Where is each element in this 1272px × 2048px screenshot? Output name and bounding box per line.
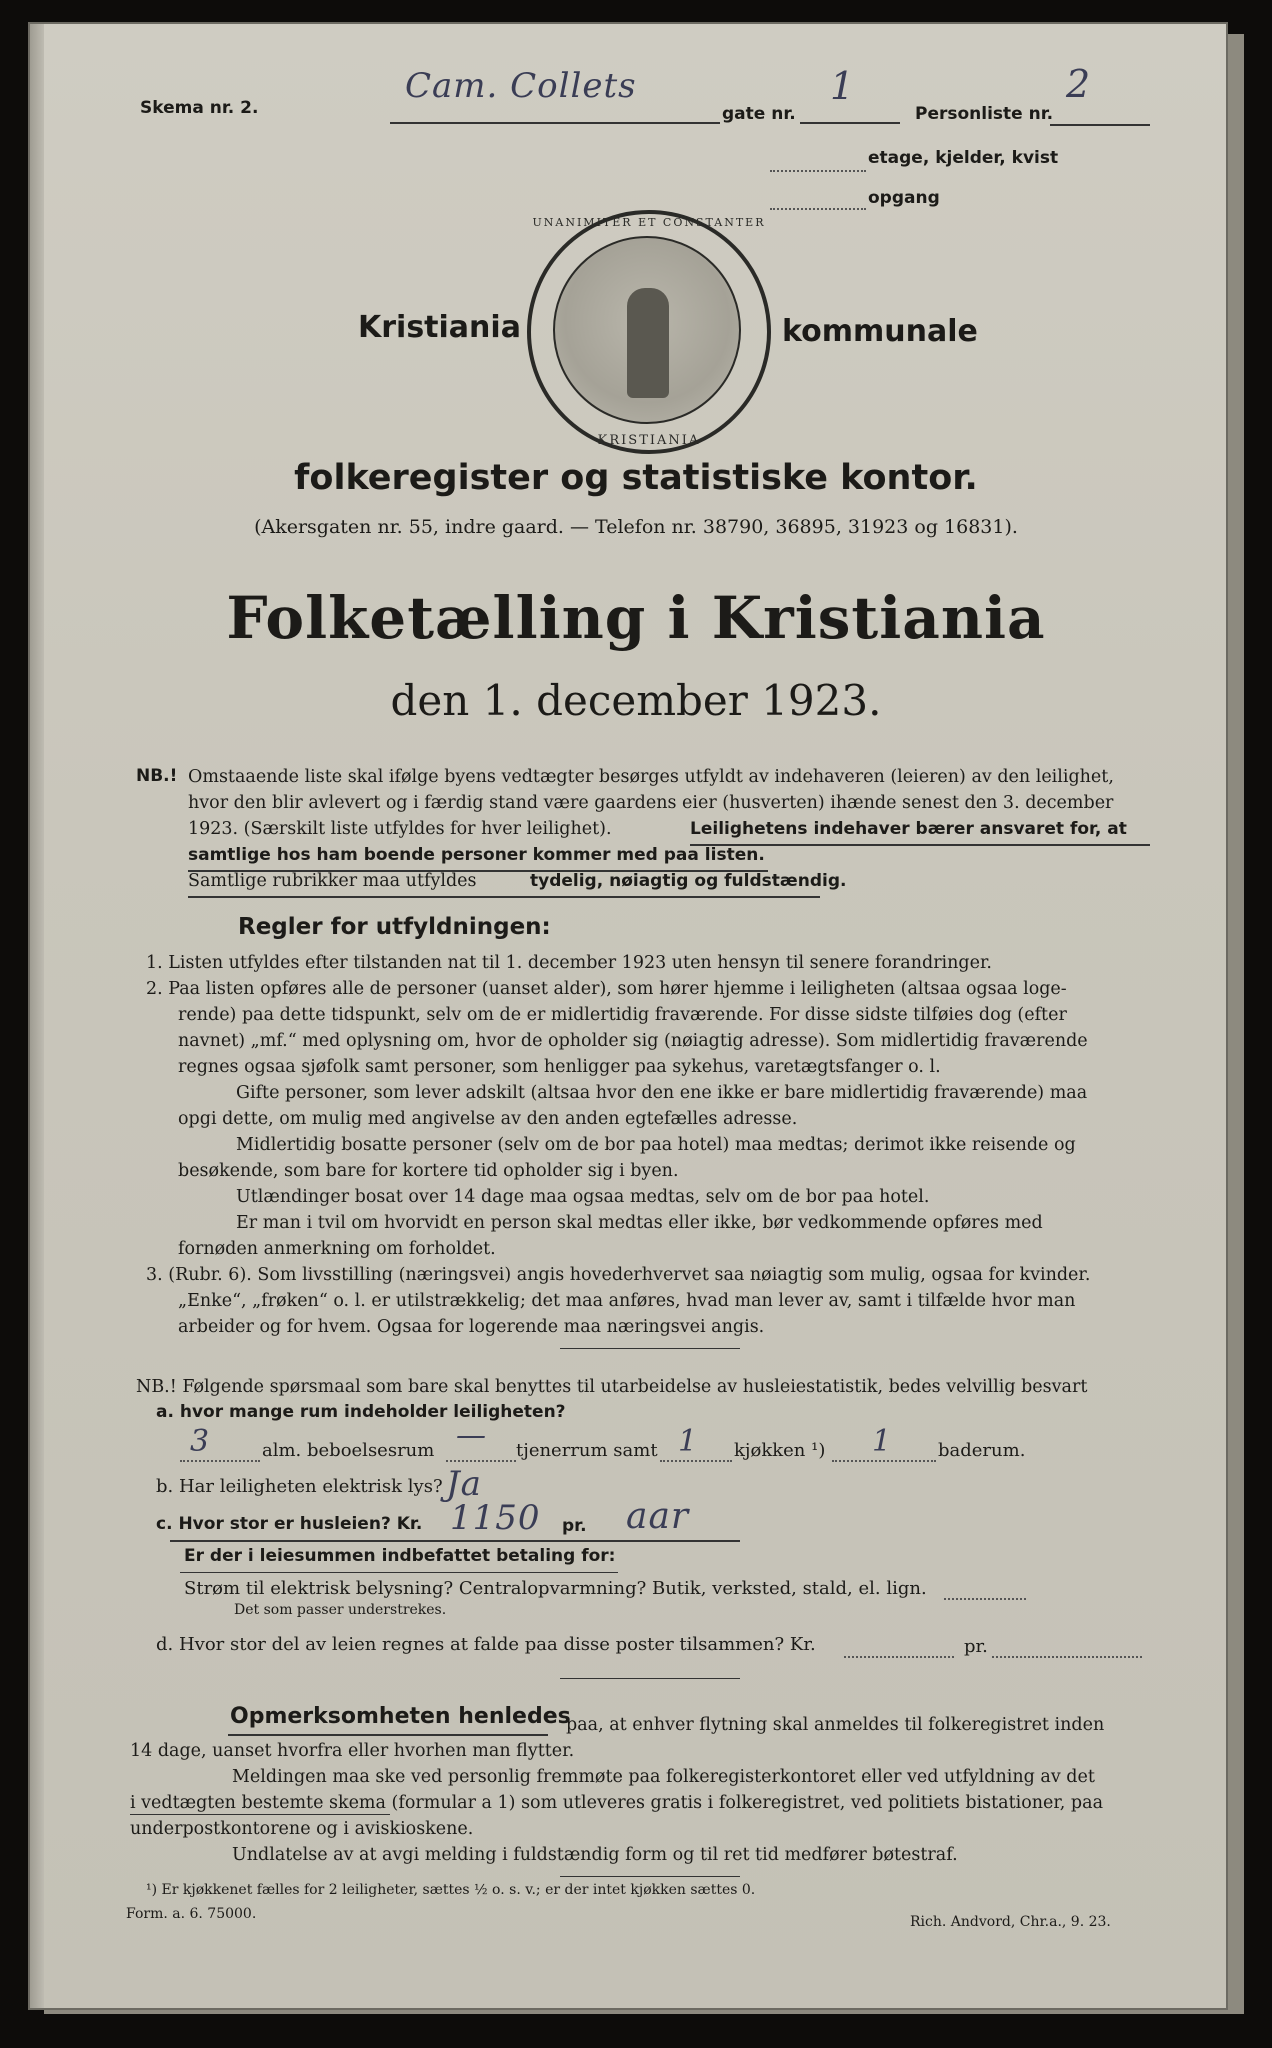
question-b-label: b. Har leiligheten elektrisk lys? (156, 1476, 443, 1497)
rooms-dotted-line (180, 1460, 260, 1462)
nb1-line1: Omstaaende liste skal ifølge byens vedtægter besørges utfyldt av indehaveren (leieren) av den leilighet, (188, 767, 1114, 787)
street-line (390, 122, 720, 124)
opgang-label: opgang (868, 188, 940, 208)
rent-amount-handwritten: 1150 (450, 1498, 541, 1538)
rent-includes-hint: Det som passer understrekes. (234, 1602, 447, 1618)
office-left-word: Kristiania (358, 310, 521, 345)
nb2-divider (560, 1678, 740, 1679)
nb1-label: NB.! (136, 766, 178, 786)
kristiania-seal (527, 210, 771, 454)
rooms-label: alm. beboelsesrum (262, 1440, 435, 1461)
office-right-word: kommunale (782, 314, 978, 349)
share-period-dotted-line (992, 1656, 1142, 1658)
notice-heading-underline (228, 1734, 548, 1736)
rule-3-line3: arbeider og for hvem. Ogsaa for logerende maa næringsvei angis. (178, 1317, 765, 1337)
office-address: (Akersgaten nr. 55, indre gaard. — Telefon nr. 38790, 36895, 31923 og 16831). (254, 516, 1018, 538)
notice-line6: Undlatelse av at avgi melding i fuldstændig form og til ret tid medfører bøtestraf. (232, 1845, 958, 1865)
nb1-line3a: 1923. (Særskilt liste utfyldes for hver leilighet). (188, 819, 612, 839)
office-name: folkeregister og statistiske kontor. (294, 458, 978, 498)
nb2-intro: NB.! Følgende spørsmaal som bare skal benyttes til utarbeidelse av husleiestatistik, bedes velvillig besvart (136, 1377, 1088, 1397)
bathroom-dotted-line (832, 1460, 936, 1462)
question-d-label: d. Hvor stor del av leien regnes at falde paa disse poster tilsammen? Kr. (156, 1634, 816, 1655)
rent-underline (170, 1540, 740, 1542)
street-handwritten: Cam. Collets (405, 66, 637, 106)
skema-number: Skema nr. 2. (140, 98, 259, 118)
bathroom-label: baderum. (938, 1440, 1026, 1461)
share-per-label: pr. (964, 1636, 988, 1657)
notice-line5: underpostkontorene og i aviskioskene. (130, 1819, 474, 1839)
seal-top-text: UNANIMITER ET CONSTANTER (532, 216, 766, 229)
question-c-label: c. Hvor stor er husleien? Kr. (156, 1514, 423, 1534)
etage-dotted-line (770, 170, 866, 172)
form-number: Form. a. 6. 75000. (126, 1906, 257, 1922)
kitchen-dotted-line (660, 1460, 732, 1462)
rent-period-handwritten: aar (626, 1496, 690, 1537)
rule-2-line5: Gifte personer, som lever adskilt (altsaa hvor den ene ikke er bare midlertidig fraværende) maa (236, 1083, 1088, 1103)
question-a-label: a. hvor mange rum indeholder leiligheten? (156, 1402, 566, 1422)
rent-per-label: pr. (562, 1516, 587, 1536)
rule-2-line8: besøkende, som bare for kortere tid opholder sig i byen. (178, 1161, 679, 1181)
rent-includes-options: Strøm til elektrisk belysning? Centralopvarmning? Butik, verksted, stald, el. lign. (184, 1578, 927, 1599)
rule-2-line3: navnet) „mf.“ med oplysning om, hvor de opholder sig (nøiagtig adresse). Som midlertidig fraværende (178, 1031, 1088, 1051)
printer-imprint: Rich. Andvord, Chr.a., 9. 23. (910, 1914, 1111, 1930)
personliste-label: Personliste nr. (915, 104, 1054, 124)
servant-rooms-dotted-line (446, 1460, 516, 1462)
share-amount-dotted-line (844, 1656, 954, 1658)
rule-2-line10: Er man i tvil om hvorvidt en person skal medtas eller ikke, bør vedkommende opføres med (236, 1213, 1043, 1233)
rent-includes-underline (180, 1572, 618, 1573)
electric-light-handwritten: Ja (446, 1464, 482, 1504)
rule-2-line4: regnes ogsaa sjøfolk samt personer, som henligger paa sykehus, varetægtsfanger o. l. (178, 1057, 941, 1077)
rule-1: 1. Listen utfyldes efter tilstanden nat til 1. december 1923 uten hensyn til senere forandringer. (146, 953, 992, 973)
notice-line4: i vedtægten bestemte skema (formular a 1) som utleveres gratis i folkeregistret, ved politiets bistationer, paa (130, 1793, 1104, 1813)
seal-bottom-text: KRISTIANIA (597, 433, 701, 448)
notice-line4-underline (130, 1814, 390, 1815)
rules-heading: Regler for utfyldningen: (238, 914, 551, 940)
rent-includes-heading: Er der i leiesummen indbefattet betaling for: (184, 1546, 616, 1566)
nb1-line3b: Leilighetens indehaver bærer ansvaret for, at (690, 819, 1127, 839)
opgang-dotted-line (770, 208, 866, 210)
seal-figure-icon (627, 288, 669, 398)
servant-rooms-handwritten: — (456, 1418, 487, 1453)
notice-divider (560, 1876, 740, 1877)
kitchen-label: kjøkken ¹) (734, 1440, 826, 1461)
gate-number-line (800, 122, 900, 124)
gate-number-handwritten: 1 (830, 64, 856, 108)
census-date: den 1. december 1923. (390, 676, 882, 725)
notice-line1: paa, at enhver flytning skal anmeldes til folkeregistret inden (566, 1715, 1105, 1735)
notice-heading: Opmerksomheten henledes (230, 1704, 571, 1729)
rent-includes-dotted-line (944, 1598, 1026, 1600)
rule-3-line1: 3. (Rubr. 6). Som livsstilling (næringsvei) angis hovederhvervet saa nøiagtig som mulig, ogsaa for kvinder. (146, 1265, 1091, 1285)
rule-2-line1: 2. Paa listen opføres alle de personer (uanset alder), som hører hjemme i leiligheten (altsaa ogsaa loge- (146, 979, 1067, 999)
kitchen-handwritten: 1 (678, 1424, 699, 1459)
personliste-number-line (1050, 124, 1150, 126)
nb1-line2: hvor den blir avlevert og i færdig stand være gaardens eier (husverten) ihænde senest den 3. december (188, 793, 1114, 813)
nb1-underline-c (188, 896, 820, 898)
rule-2-line6: opgi dette, om mulig med angivelse av den anden egtefælles adresse. (178, 1109, 798, 1129)
page-title: Folketælling i Kristiania (226, 584, 1046, 652)
notice-line2: 14 dage, uanset hvorfra eller hvorhen man flytter. (130, 1741, 575, 1761)
bathroom-handwritten: 1 (872, 1424, 893, 1459)
kitchen-footnote: ¹) Er kjøkkenet fælles for 2 leiligheter, sættes ½ o. s. v.; er der intet kjøkken sættes 0. (146, 1882, 756, 1898)
nb1-line4: samtlige hos ham boende personer kommer med paa listen. (188, 845, 765, 865)
nb1-line5a: Samtlige rubrikker maa utfyldes (188, 871, 477, 891)
rule-2-line9: Utlændinger bosat over 14 dage maa ogsaa medtas, selv om de bor paa hotel. (236, 1187, 930, 1207)
rules-divider (560, 1348, 740, 1349)
page-fold-edge (30, 24, 44, 2008)
rule-3-line2: „Enke“, „frøken“ o. l. er utilstrækkelig; det maa anføres, hvad man lever av, samt i tilfælde hvor man (178, 1291, 1076, 1311)
rule-2-line7: Midlertidig bosatte personer (selv om de bor paa hotel) maa medtas; derimot ikke reisende og (236, 1135, 1076, 1155)
gate-label: gate nr. (722, 104, 796, 124)
rooms-handwritten: 3 (190, 1424, 211, 1459)
notice-line3: Meldingen maa ske ved personlig fremmøte paa folkeregisterkontoret eller ved utfyldning av det (232, 1767, 1095, 1787)
rule-2-line11: fornøden anmerkning om forholdet. (178, 1239, 496, 1259)
nb1-line5b: tydelig, nøiagtig og fuldstændig. (530, 871, 847, 891)
personliste-number-handwritten: 2 (1066, 62, 1092, 106)
rule-2-line2: rende) paa dette tidspunkt, selv om de er midlertidig fraværende. For disse sidste tilføies dog (efter (178, 1005, 1067, 1025)
servant-rooms-label: tjenerrum samt (516, 1440, 658, 1461)
etage-label: etage, kjelder, kvist (868, 148, 1059, 168)
seal-inner-circle (553, 236, 741, 424)
